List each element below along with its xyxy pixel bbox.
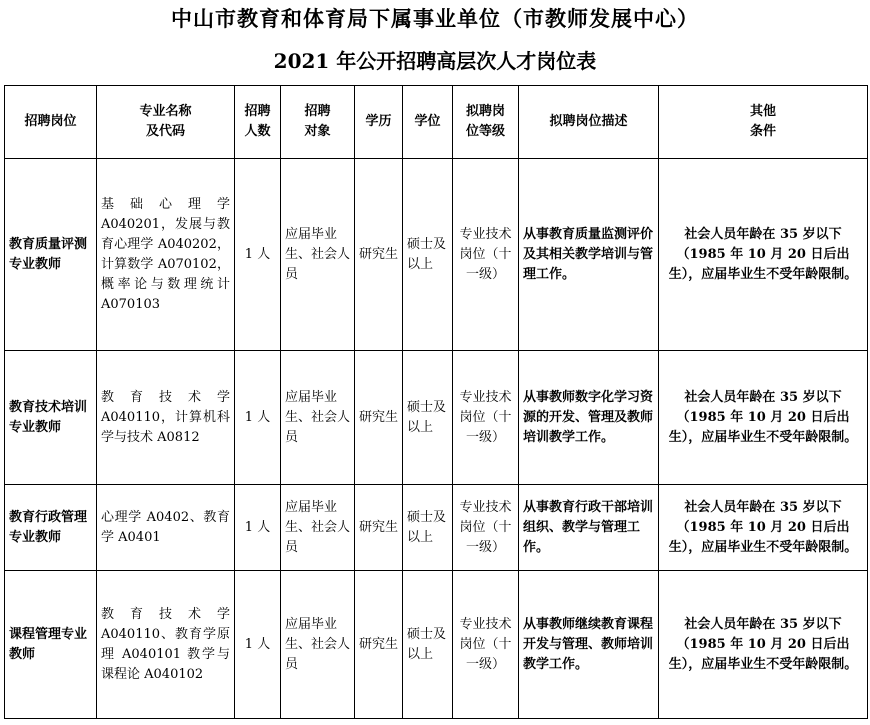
cell-description: 从事教育质量监测评价及其相关教学培训与管理工作。 <box>519 159 659 351</box>
cell-major: 心理学 A0402、教育学 A0401 <box>97 485 235 571</box>
cell-description: 从事教育行政干部培训组织、教学与管理工作。 <box>519 485 659 571</box>
header-level: 拟聘岗 位等级 <box>453 86 519 159</box>
table-row <box>5 351 868 485</box>
cell-other: 社会人员年龄在 35 岁以下（1985 年 10 月 20 日后出生），应届毕业生不受年龄限制。 <box>659 485 868 571</box>
cell-count: 1 人 <box>235 159 281 351</box>
cell-education: 研究生 <box>355 571 403 719</box>
cell-level: 专业技术岗位（十一级） <box>453 351 519 485</box>
header-target: 招聘 对象 <box>281 86 355 159</box>
cell-description: 从事教师继续教育课程开发与管理、教师培训教学工作。 <box>519 571 659 719</box>
cell-description: 从事教师数字化学习资源的开发、管理及教师培训教学工作。 <box>519 351 659 485</box>
cell-count: 1 人 <box>235 571 281 719</box>
cell-major: 基础心理学 A040201，发展与教育心理学 A040202，计算数学 A070102，概率论与数理统计 A070103 <box>97 159 235 351</box>
cell-target: 应届毕业生、社会人员 <box>281 351 355 485</box>
table-row <box>5 159 868 351</box>
cell-degree: 硕士及以上 <box>403 485 453 571</box>
page-title: 中山市教育和体育局下属事业单位（市教师发展中心） <box>171 6 699 31</box>
cell-education: 研究生 <box>355 351 403 485</box>
table-header-row <box>5 86 868 159</box>
cell-major: 教育技术学 A040110，计算机科学与技术 A0812 <box>97 351 235 485</box>
cell-count: 1 人 <box>235 351 281 485</box>
header-other: 其他 条件 <box>659 86 868 159</box>
cell-target: 应届毕业生、社会人员 <box>281 159 355 351</box>
cell-level: 专业技术岗位（十一级） <box>453 571 519 719</box>
header-education: 学历 <box>355 86 403 159</box>
cell-target: 应届毕业生、社会人员 <box>281 485 355 571</box>
header-description: 拟聘岗位描述 <box>519 86 659 159</box>
cell-position: 教育行政管理专业教师 <box>5 485 97 571</box>
cell-position: 教育技术培训专业教师 <box>5 351 97 485</box>
header-position: 招聘岗位 <box>5 86 97 159</box>
cell-other: 社会人员年龄在 35 岁以下（1985 年 10 月 20 日后出生），应届毕业生不受年龄限制。 <box>659 159 868 351</box>
cell-degree: 硕士及以上 <box>403 351 453 485</box>
cell-level: 专业技术岗位（十一级） <box>453 485 519 571</box>
cell-major: 教育技术学 A040110、教育学原理 A040101 教学与课程论 A040102 <box>97 571 235 719</box>
job-table <box>4 85 868 719</box>
page-subtitle: 2021 年公开招聘高层次人才岗位表 <box>273 49 597 73</box>
cell-degree: 硕士及以上 <box>403 159 453 351</box>
cell-other: 社会人员年龄在 35 岁以下（1985 年 10 月 20 日后出生），应届毕业生不受年龄限制。 <box>659 351 868 485</box>
cell-other: 社会人员年龄在 35 岁以下（1985 年 10 月 20 日后出生），应届毕业生不受年龄限制。 <box>659 571 868 719</box>
header-degree: 学位 <box>403 86 453 159</box>
cell-level: 专业技术岗位（十一级） <box>453 159 519 351</box>
table-row <box>5 485 868 571</box>
cell-position: 课程管理专业教师 <box>5 571 97 719</box>
cell-degree: 硕士及以上 <box>403 571 453 719</box>
cell-education: 研究生 <box>355 159 403 351</box>
cell-count: 1 人 <box>235 485 281 571</box>
cell-education: 研究生 <box>355 485 403 571</box>
cell-target: 应届毕业生、社会人员 <box>281 571 355 719</box>
header-major: 专业名称 及代码 <box>97 86 235 159</box>
header-count: 招聘 人数 <box>235 86 281 159</box>
cell-position: 教育质量评测专业教师 <box>5 159 97 351</box>
table-row <box>5 571 868 719</box>
